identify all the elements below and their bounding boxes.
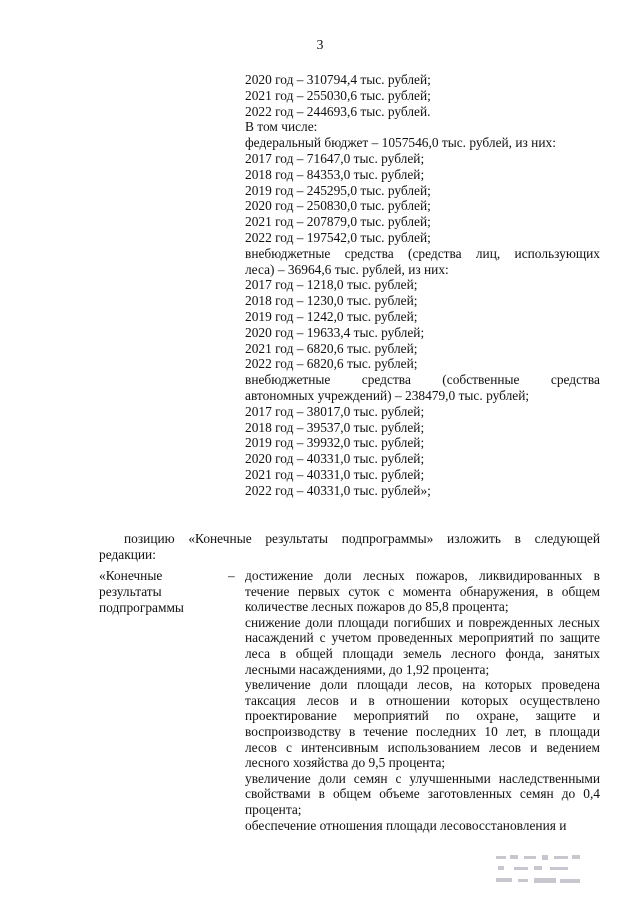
funding-line: 2022 год – 244693,6 тыс. рублей. bbox=[245, 103, 431, 119]
funding-line: 2018 год – 84353,0 тыс. рублей; bbox=[245, 166, 425, 182]
funding-line: 2022 год – 40331,0 тыс. рублей»; bbox=[245, 482, 431, 498]
results-dash: – bbox=[228, 568, 235, 583]
funding-line: В том числе: bbox=[245, 119, 318, 135]
funding-line: 2017 год – 71647,0 тыс. рублей; bbox=[245, 150, 425, 166]
funding-line: внебюджетные средства (средства лиц, использующих bbox=[245, 245, 600, 261]
funding-line: 2021 год – 40331,0 тыс. рублей; bbox=[245, 466, 425, 482]
funding-line: 2020 год – 310794,4 тыс. рублей; bbox=[245, 72, 431, 87]
funding-line: внебюджетные средства (собственные средства bbox=[245, 372, 600, 388]
page-number: 3 bbox=[316, 38, 324, 53]
instruction-line-continued: редакции: bbox=[99, 547, 156, 562]
result-paragraph: обеспечение отношения площади лесовосстановления и bbox=[245, 817, 567, 833]
funding-line: 2017 год – 38017,0 тыс. рублей; bbox=[245, 403, 425, 419]
result-paragraph: снижение доли площади погибших и поврежденных лесных насаждений с учетом проведенных мероприятий по защите леса в общей площади земель лесного фонда, занятых лесными насаждениями, до 1,92 процента; bbox=[245, 614, 600, 677]
funding-line: 2020 год – 19633,4 тыс. рублей; bbox=[245, 324, 425, 340]
funding-line: 2021 год – 255030,6 тыс. рублей; bbox=[245, 87, 431, 103]
result-paragraph: увеличение доли площади лесов, на которых проведена таксация лесов и в отношении которых осуществлено проектирование мероприятий по охране, защите и воспроизводству в течение последних 10 лет, в площади лесов с интенсивным использованием лесов и ведением лесного хозяйства до 9,5 процента; bbox=[245, 677, 600, 771]
funding-line: 2018 год – 39537,0 тыс. рублей; bbox=[245, 419, 425, 435]
funding-line: 2019 год – 1242,0 тыс. рублей; bbox=[245, 308, 418, 324]
funding-line: 2021 год – 6820,6 тыс. рублей; bbox=[245, 340, 418, 356]
funding-line: 2019 год – 39932,0 тыс. рублей; bbox=[245, 435, 425, 451]
result-paragraph: достижение доли лесных пожаров, ликвидированных в течение первых суток с момента обнаружения, в общем количестве лесных пожаров до 85,8 процента; bbox=[245, 568, 600, 615]
funding-line: 2020 год – 250830,0 тыс. рублей; bbox=[245, 198, 431, 214]
funding-line: 2018 год – 1230,0 тыс. рублей; bbox=[245, 293, 418, 309]
result-paragraph: увеличение доли семян с улучшенными наследственными свойствами в общем объеме заготовленных семян до 0,4 процента; bbox=[245, 770, 600, 817]
funding-line: 2021 год – 207879,0 тыс. рублей; bbox=[245, 214, 431, 230]
funding-line: автономных учреждений) – 238479,0 тыс. рублей; bbox=[245, 387, 530, 403]
funding-line: 2020 год – 40331,0 тыс. рублей; bbox=[245, 451, 425, 467]
funding-line: 2022 год – 197542,0 тыс. рублей; bbox=[245, 229, 431, 245]
funding-line: леса) – 36964,6 тыс. рублей, из них: bbox=[245, 261, 449, 277]
funding-line: 2017 год – 1218,0 тыс. рублей; bbox=[245, 277, 418, 293]
results-label: «Конечные результаты подпрограммы bbox=[99, 568, 184, 615]
instruction-line: позицию «Конечные результаты подпрограммы» изложить в следующей bbox=[124, 531, 600, 546]
funding-list bbox=[245, 72, 600, 499]
funding-line: федеральный бюджет – 1057546,0 тыс. рублей, из них: bbox=[245, 135, 556, 151]
funding-line: 2022 год – 6820,6 тыс. рублей; bbox=[245, 356, 418, 372]
funding-line: 2019 год – 245295,0 тыс. рублей; bbox=[245, 182, 431, 198]
scan-stamp-mark bbox=[494, 852, 584, 890]
results-text bbox=[245, 568, 600, 833]
